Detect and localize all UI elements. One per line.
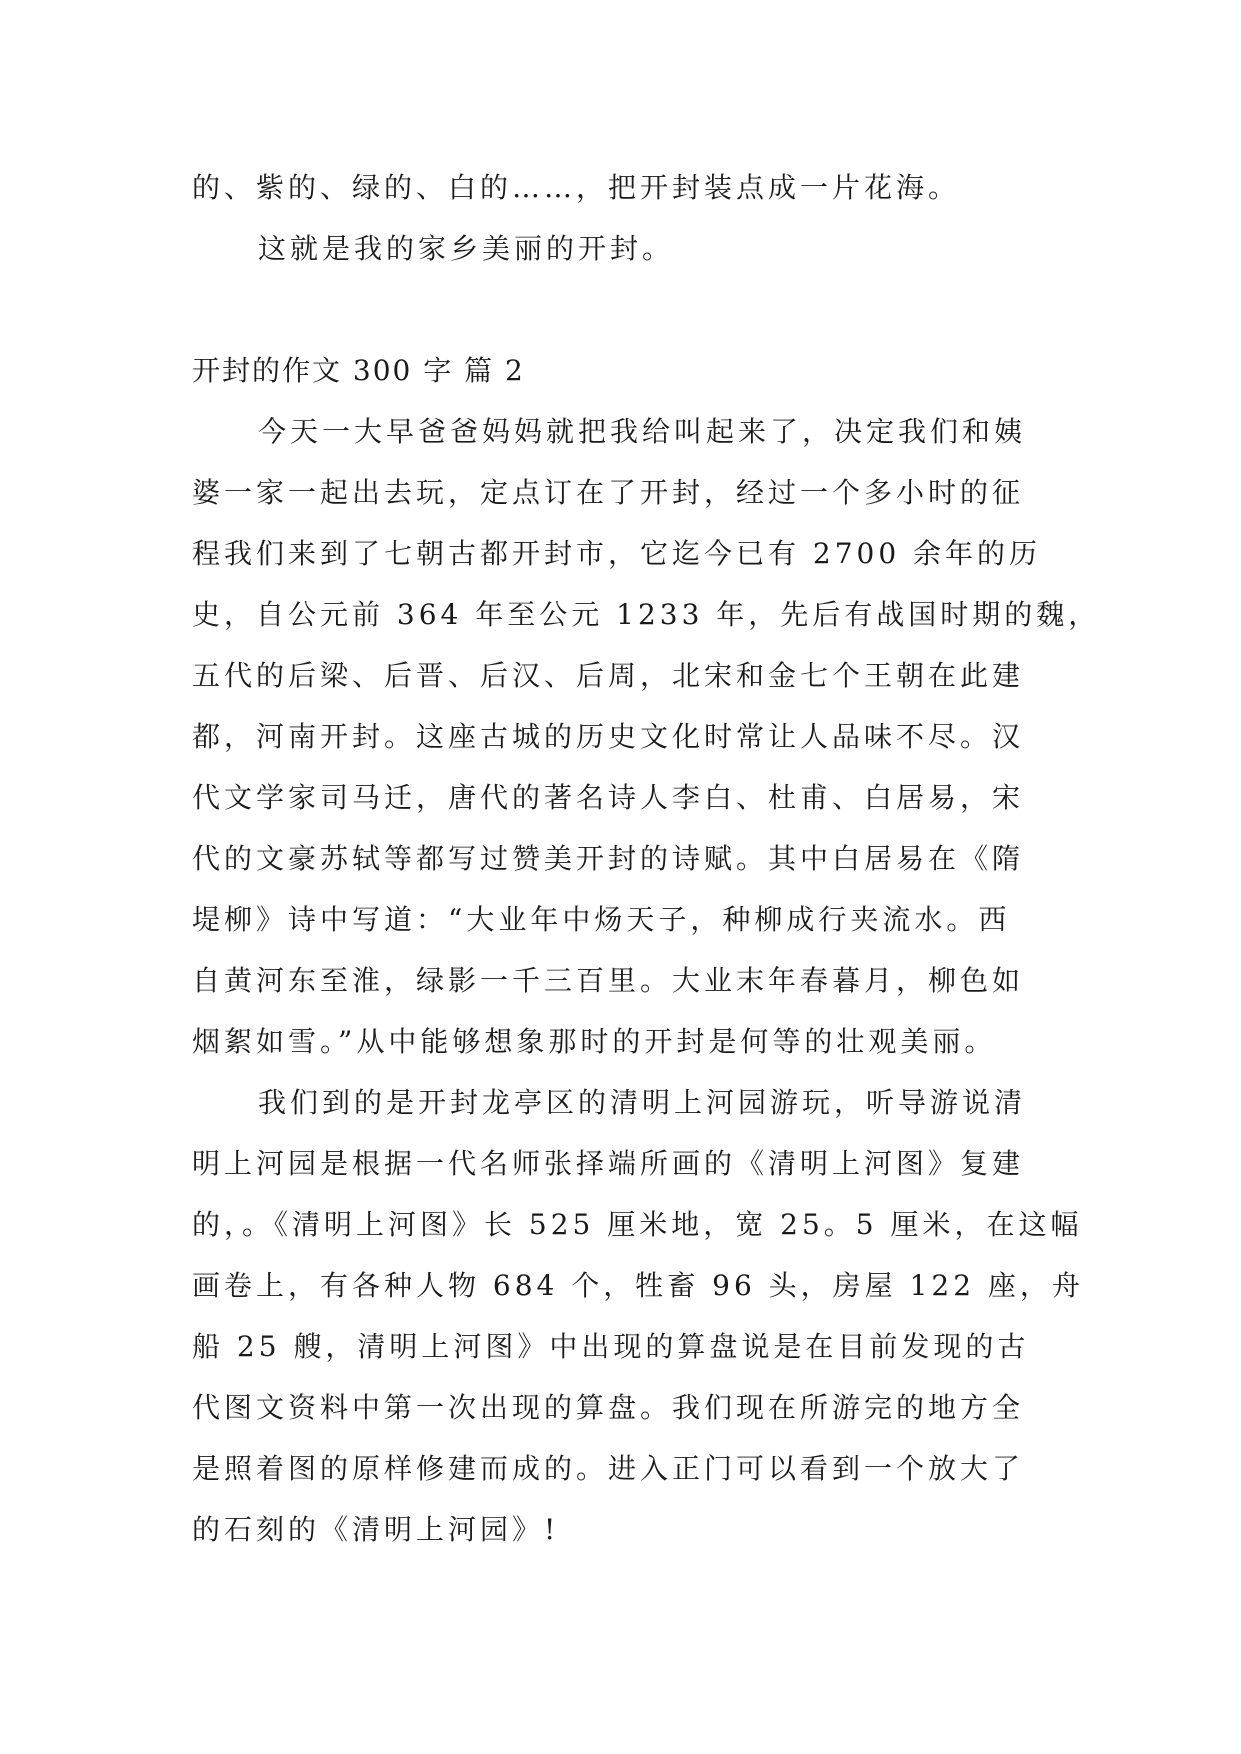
text-line: 烟絮如雪。”从中能够想象那时的开封是何等的壮观美丽。 bbox=[192, 1025, 997, 1058]
text-line: 明上河园是根据一代名师张择端所画的《清明上河图》复建 bbox=[192, 1147, 1025, 1180]
text-line: 史，自公元前 364 年至公元 1233 年，先后有战国时期的魏， bbox=[192, 598, 1101, 631]
text-line: 自黄河东至淮，绿影一千三百里。大业末年春暮月，柳色如 bbox=[192, 964, 1025, 997]
text-line: 画卷上，有各种人物 684 个，牲畜 96 头，房屋 122 座，舟 bbox=[192, 1269, 1084, 1302]
text-line: 代图文资料中第一次出现的算盘。我们现在所游完的地方全 bbox=[192, 1391, 1025, 1424]
paragraph-1 bbox=[192, 401, 1101, 1072]
text-line: 船 25 艘，清明上河图》中出现的算盘说是在目前发现的古 bbox=[192, 1330, 1030, 1363]
text-line: 的、紫的、绿的、白的……，把开封装点成一片花海。 bbox=[192, 171, 961, 204]
text-line: 五代的后梁、后晋、后汉、后周，北宋和金七个王朝在此建 bbox=[192, 659, 1025, 692]
document-body bbox=[192, 157, 1101, 1560]
text-line: 这就是我的家乡美丽的开封。 bbox=[258, 232, 675, 265]
paragraph-gap bbox=[192, 279, 1050, 340]
text-line: 代文学家司马迁，唐代的著名诗人李白、杜甫、白居易，宋 bbox=[192, 781, 1025, 814]
text-line: 代的文豪苏轼等都写过赞美开封的诗赋。其中白居易在《隋 bbox=[192, 842, 1025, 875]
section-heading: 开封的作文 300 字 篇 2 bbox=[192, 354, 525, 387]
text-line: 的，。《清明上河图》长 525 厘米地，宽 25。5 厘米，在这幅 bbox=[192, 1208, 1083, 1241]
text-line: 是照着图的原样修建而成的。进入正门可以看到一个放大了 bbox=[192, 1452, 1025, 1485]
text-line: 今天一大早爸爸妈妈就把我给叫起来了，决定我们和姨 bbox=[258, 415, 1027, 448]
text-line: 程我们来到了七朝古都开封市，它迄今已有 2700 余年的历 bbox=[192, 537, 1042, 570]
text-line: 我们到的是开封龙亭区的清明上河园游玩，听导游说清 bbox=[258, 1086, 1027, 1119]
text-line: 都，河南开封。这座古城的历史文化时常让人品味不尽。汉 bbox=[192, 720, 1025, 753]
text-line: 婆一家一起出去玩，定点订在了开封，经过一个多小时的征 bbox=[192, 476, 1025, 509]
paragraph-2 bbox=[192, 1072, 1084, 1560]
text-line: 堤柳》诗中写道：“大业年中炀天子，种柳成行夹流水。西 bbox=[192, 903, 1011, 936]
text-line: 的石刻的《清明上河园》! bbox=[192, 1513, 560, 1546]
